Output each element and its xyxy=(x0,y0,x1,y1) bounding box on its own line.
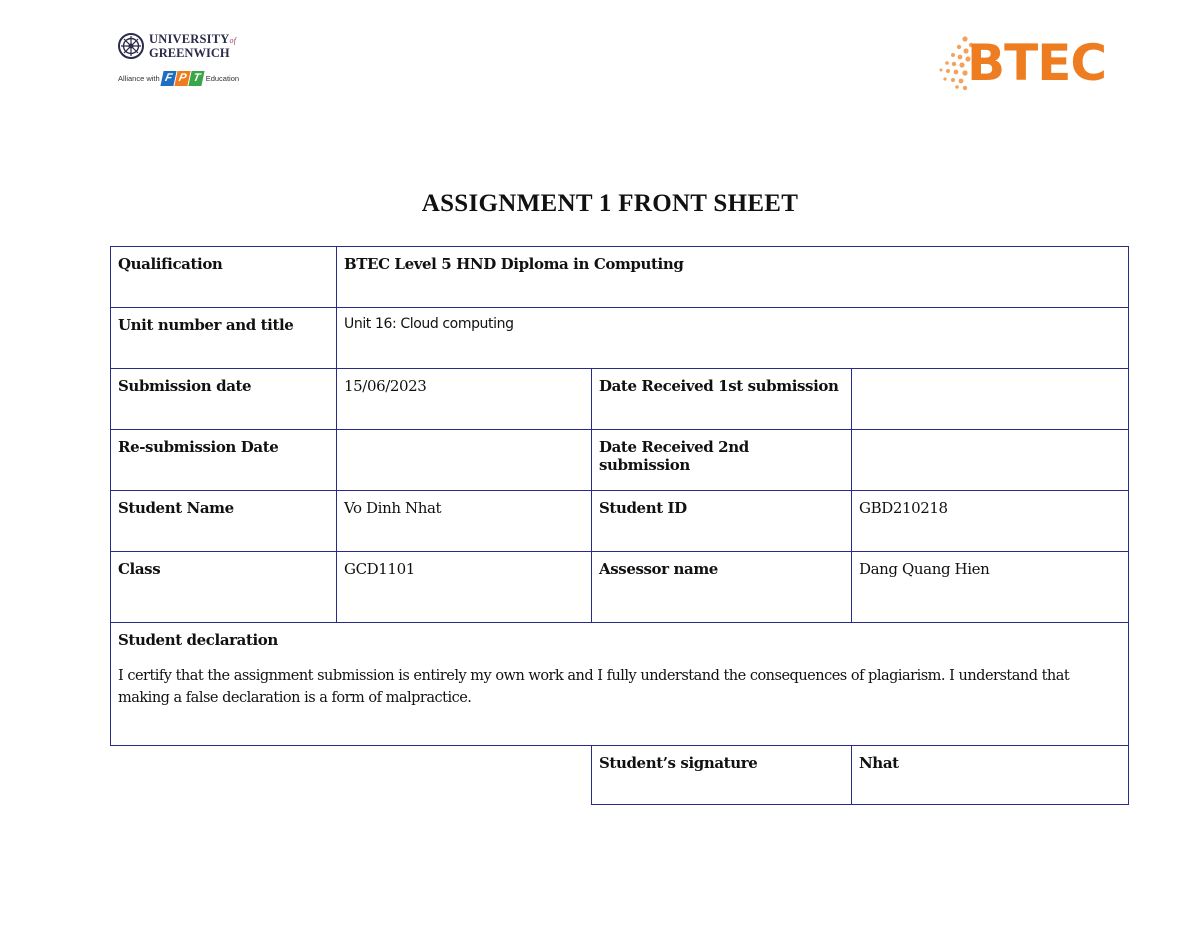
student-id-value: GBD210218 xyxy=(852,491,1129,552)
date-received-2-value xyxy=(852,430,1129,491)
declaration-title: Student declaration xyxy=(118,631,278,649)
declaration-text: I certify that the assignment submission is entirely my own work and I fully understand the consequences of plagiarism. I understand that making a false declaration is a form of malpractice. xyxy=(118,668,1070,706)
class-label: Class xyxy=(111,552,337,623)
date-received-1-label: Date Received 1st submission xyxy=(592,369,852,430)
declaration-cell xyxy=(111,623,1129,746)
signature-label: Student’s signature xyxy=(592,746,852,805)
qualification-row xyxy=(111,247,1129,308)
assessor-name-value: Dang Quang Hien xyxy=(852,552,1129,623)
university-name-line1: UNIVERSITY xyxy=(149,32,230,46)
alliance-suffix: Education xyxy=(205,74,240,83)
signature-spacer xyxy=(111,746,592,805)
page-title: ASSIGNMENT 1 FRONT SHEET xyxy=(421,190,799,217)
fpt-letter-p: P xyxy=(174,71,190,86)
fpt-letter-t: T xyxy=(188,71,204,86)
btec-logo xyxy=(935,33,1125,93)
class-value: GCD1101 xyxy=(337,552,592,623)
university-name-line2: GREENWICH xyxy=(149,46,230,60)
date-received-1-value xyxy=(852,369,1129,430)
class-row xyxy=(111,552,1129,623)
qualification-label: Qualification xyxy=(111,247,337,308)
assessor-name-label: Assessor name xyxy=(592,552,852,623)
date-received-2-label: Date Received 2nd submission xyxy=(592,430,852,491)
university-logo xyxy=(118,33,248,95)
alliance-prefix: Alliance with xyxy=(118,74,160,83)
fpt-letter-f: F xyxy=(160,71,176,86)
qualification-value: BTEC Level 5 HND Diploma in Computing xyxy=(337,247,1129,308)
front-sheet-table xyxy=(110,246,1129,805)
submission-date-label: Submission date xyxy=(111,369,337,430)
unit-label: Unit number and title xyxy=(111,308,337,369)
student-name-value: Vo Dinh Nhat xyxy=(337,491,592,552)
fpt-logo xyxy=(162,71,204,86)
student-id-label: Student ID xyxy=(592,491,852,552)
submission-row xyxy=(111,369,1129,430)
signature-row xyxy=(111,746,1129,805)
student-name-label: Student Name xyxy=(111,491,337,552)
unit-row xyxy=(111,308,1129,369)
signature-value: Nhat xyxy=(852,746,1129,805)
university-of: of xyxy=(229,36,237,45)
submission-date-value: 15/06/2023 xyxy=(337,369,592,430)
resubmission-row xyxy=(111,430,1129,491)
resubmission-date-label: Re-submission Date xyxy=(111,430,337,491)
unit-value: Unit 16: Cloud computing xyxy=(337,308,1129,369)
resubmission-date-value xyxy=(337,430,592,491)
btec-wordmark: BTEC xyxy=(967,34,1107,92)
declaration-row xyxy=(111,623,1129,746)
university-seal-icon xyxy=(118,33,144,59)
student-row xyxy=(111,491,1129,552)
